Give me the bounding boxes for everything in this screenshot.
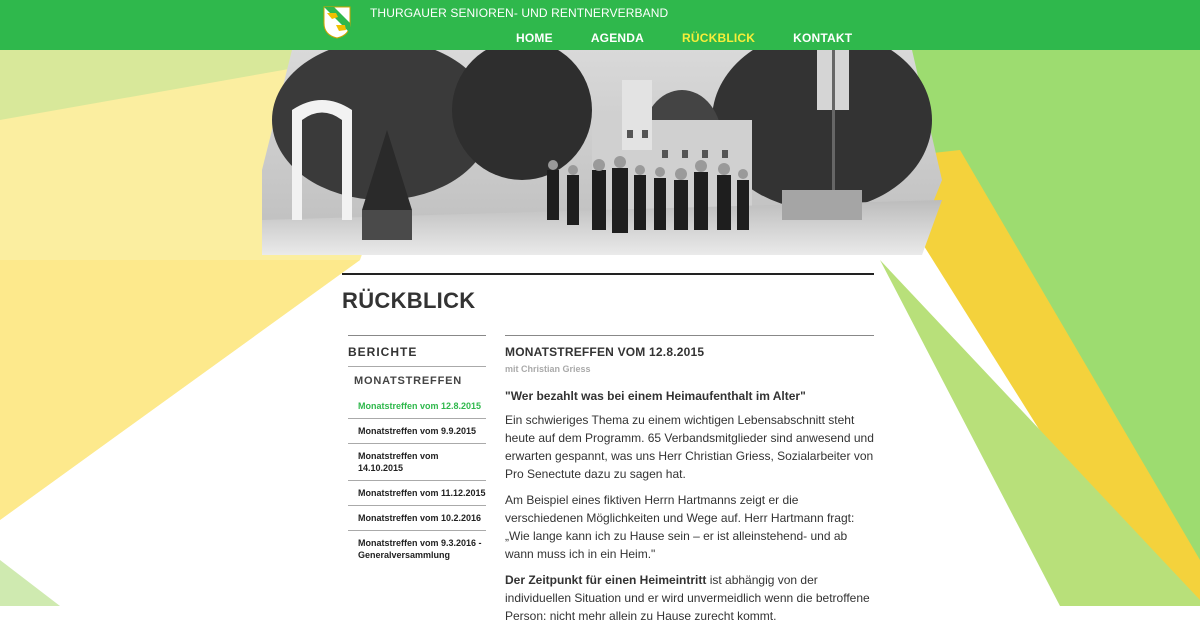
main-navigation xyxy=(516,31,890,45)
nav-kontakt[interactable]: KONTAKT xyxy=(793,31,853,45)
hero-photo xyxy=(262,50,942,255)
article-rule xyxy=(505,335,874,336)
sidebar-heading-berichte[interactable]: BERICHTE xyxy=(348,335,486,366)
article xyxy=(505,335,874,625)
article-paragraph-1: Ein schwieriges Thema zu einem wichtigen Lebensabschnitt steht heute auf dem Programm. 65 Verbandsmitglieder sind anwesend und erwarten gespannt, was uns Herr Christian Griess, Sozialarbeiter von Pro Senectute dazu zu sagen hat. xyxy=(505,413,874,481)
sidebar-items xyxy=(348,394,486,567)
organization-name[interactable]: THURGAUER SENIOREN- UND RENTNERVERBAND xyxy=(370,6,669,20)
sidebar-item-10-2-2016[interactable]: Monatstreffen vom 10.2.2016 xyxy=(348,505,486,530)
title-rule xyxy=(342,273,874,275)
article-paragraph-2: Am Beispiel eines fiktiven Herrn Hartmanns zeigt er die verschiedenen Möglichkeiten und Wege auf. Herr Hartmann fragt: „Wie lange kann ich zu Hause sein – er ist alleinstehend- und ab wann muss ich in ein Heim." xyxy=(505,493,855,561)
main-content xyxy=(342,255,874,623)
nav-agenda[interactable]: AGENDA xyxy=(590,31,645,45)
article-paragraph-3-bold: Der Zeitpunkt für einen Heimeintritt xyxy=(505,573,707,587)
sidebar-item-12-8-2015[interactable]: Monatstreffen vom 12.8.2015 xyxy=(358,401,482,411)
sidebar-subheading-monatstreffen[interactable]: MONATSTREFFEN xyxy=(348,366,486,394)
article-paragraph-3-rest: ist abhängig von der individuellen Situation und er wird unvermeidlich wenn die betroffene Person: nicht mehr allein zu Hause zurecht kommt. xyxy=(505,573,870,623)
article-paragraph-3 xyxy=(505,571,874,625)
article-subtitle: mit Christian Griess xyxy=(505,364,591,374)
sidebar-item-14-10-2015[interactable]: Monatstreffen vom 14.10.2015 xyxy=(348,443,486,480)
nav-home[interactable]: HOME xyxy=(516,31,553,45)
thurgau-crest-logo[interactable] xyxy=(322,5,352,39)
site-header xyxy=(292,0,852,50)
sidebar-item-9-9-2015[interactable]: Monatstreffen vom 9.9.2015 xyxy=(348,418,486,443)
article-title: MONATSTREFFEN VOM 12.8.2015 xyxy=(505,345,705,359)
sidebar-item-9-3-2016[interactable]: Monatstreffen vom 9.3.2016 - Generalversammlung xyxy=(348,530,486,567)
page-title: RÜCKBLICK xyxy=(342,288,476,313)
nav-rueckblick[interactable]: RÜCKBLICK xyxy=(682,31,756,45)
sidebar-item-11-12-2015[interactable]: Monatstreffen vom 11.12.2015 xyxy=(348,480,486,505)
sidebar xyxy=(348,335,486,567)
article-quote: "Wer bezahlt was bei einem Heimaufenthalt im Alter" xyxy=(505,389,806,403)
